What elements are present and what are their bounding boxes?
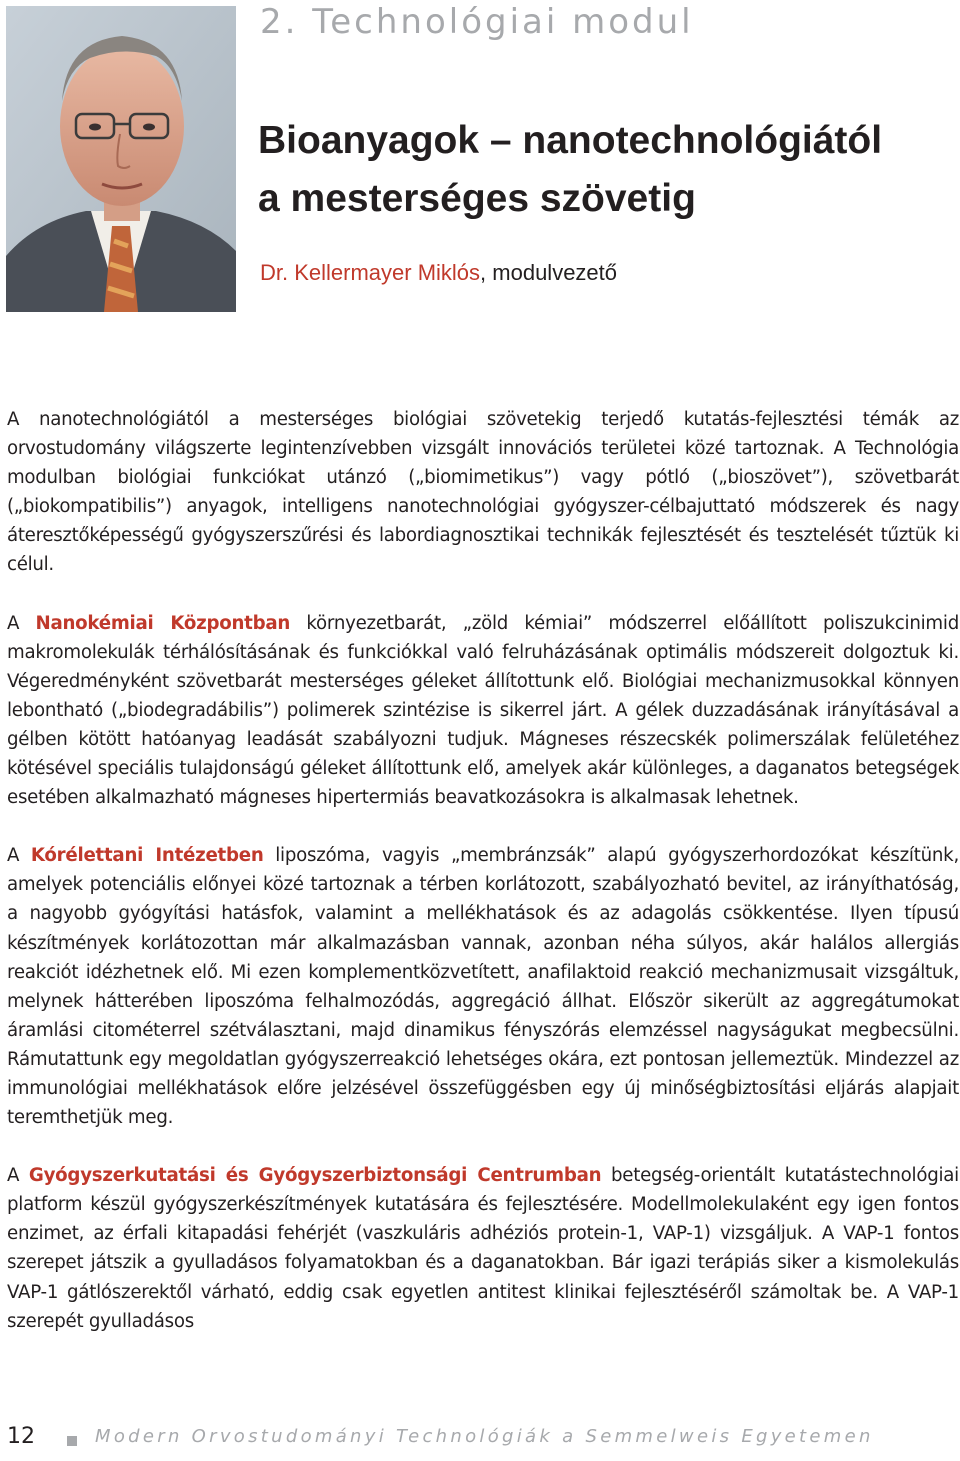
- article-body: [7, 405, 959, 1365]
- author-line: [260, 260, 617, 286]
- journal-title: Modern Orvostudományi Technológiák a Semmelweis Egyetemen: [95, 1426, 874, 1447]
- paragraph-drug-research: [7, 1161, 959, 1336]
- square-bullet-icon: [67, 1436, 77, 1446]
- title-line-2: a mesterséges szövetig: [258, 177, 696, 220]
- paragraph-nanochemistry: [7, 609, 959, 813]
- article-title: [258, 112, 882, 228]
- author-role: , modulvezető: [480, 260, 618, 285]
- module-label: 2. Technológiai modul: [260, 2, 694, 42]
- paragraph-text: liposzóma, vagyis „membránzsák” alapú gyógyszerhordozókat készítünk, amelyek potenciális előnyei közé tartoznak a térben korlátozott, szabályozható bevitel, az irányíthatóság, a nagyobb gyógyítási hatásfok, valamint a mellékhatások és az adagolás csökkentése. Ilyen típusú készítmények korlátozottan már alkalmazásban vannak, azonban néha súlyos, akár halálos allergiás reakciót idézhetnek elő. Mi ezen komplementközvetített, anafilaktoid reakció mechanizmusait vizsgáltuk, melynek hátterében liposzóma felhalmozódás, aggregáció állhat. Először sikerült az aggregátumokat áramlási citométerrel szétválasztani, majd dinamikus fényszórás elemzéssel nagyságukat megbecsülni. Rámutattunk egy megoldatlan gyógyszerreakció lehetséges okára, ezt pontosan jellemeztük. Mindezzel az immunológiai mellékhatások előre jelzésével összefüggésben egy új minőségbiztosítási eljárás alapjait teremthetjük meg.: [7, 845, 959, 1129]
- paragraph-prefix: A: [7, 612, 36, 634]
- title-line-1: Bioanyagok – nanotechnológiától: [258, 119, 883, 162]
- highlight-gyogyszerkutatasi-centrum: Gyógyszerkutatási és Gyógyszerbiztonsági Centrumban: [28, 1165, 602, 1187]
- paragraph-prefix: A: [7, 1165, 29, 1187]
- highlight-nanokemiai-kozpont: Nanokémiai Központban: [35, 612, 291, 634]
- author-portrait-photo: [6, 6, 236, 312]
- paragraph-prefix: A: [7, 845, 31, 867]
- paragraph-text: betegség-orientált kutatástechnológiai platform készül gyógyszerkészítmények kutatására és fejlesztésére. Modellmolekulaként egy igen fontos enzimet, az érfali kitapadási fehérjét (vaszkuláris adhéziós protein-1, VAP-1) vizsgáljuk. A VAP-1 fontos szerepet játszik a gyulladásos folyamatokban és a daganatokban. Bár igazi terápiás siker a kismolekulás VAP-1 gátlószerektől várható, eddig csak egyetlen antitest klinikai fejlesztéséről számoltak be. A VAP-1 szerepét gyulladásos: [7, 1165, 959, 1332]
- paragraph-text: környezetbarát, „zöld kémiai” módszerrel előállított poliszukcinimid makromolekulák térhálósításának és funkciókkal való felruházásának optimális módszereit dolgoztuk ki. Végeredményként szövetbarát mesterséges géleket állítottunk elő. Biológiai mechanizmusokkal könnyen lebontható („biodegradábilis”) polimerek szintézise is sikerrel járt. A gélek duzzadásának irányításával a gélben kötött hatóanyag leadását szabályozni tudjuk. Mágneses részecskék polimerszálak felületéhez kötésével speciális tulajdonságú géleket állítottunk elő, amelyek akár különleges, a daganatos betegségek esetében alkalmazható mágneses hipertermiás beavatkozásokra is alkalmasak lehetnek.: [7, 612, 959, 809]
- page-footer: [7, 1424, 959, 1460]
- author-name: Dr. Kellermayer Miklós: [260, 260, 481, 285]
- paragraph-pathophysiology: [7, 841, 959, 1132]
- highlight-korelettani-intezet: Kórélettani Intézetben: [30, 845, 264, 867]
- portrait-image: [6, 6, 236, 312]
- paragraph-intro: A nanotechnológiától a mesterséges biológiai szövetekig terjedő kutatás-fejlesztési témák az orvostudomány világszerte legintenzívebben vizsgált innovációs területei közé tartoznak. A Technológia modulban biológiai funkciókat utánzó („biomimetikus”) vagy pótló („bioszövet”), szövetbarát („biokompatibilis”) anyagok, intelligens nanotechnológiai gyógyszer-célbajuttató módszerek és nagy áteresztőképességű gyógyszerszűrési és labordiagnosztikai technikák fejlesztését és tesztelését tűztük ki célul.: [7, 409, 959, 576]
- page-number: 12: [7, 1424, 35, 1449]
